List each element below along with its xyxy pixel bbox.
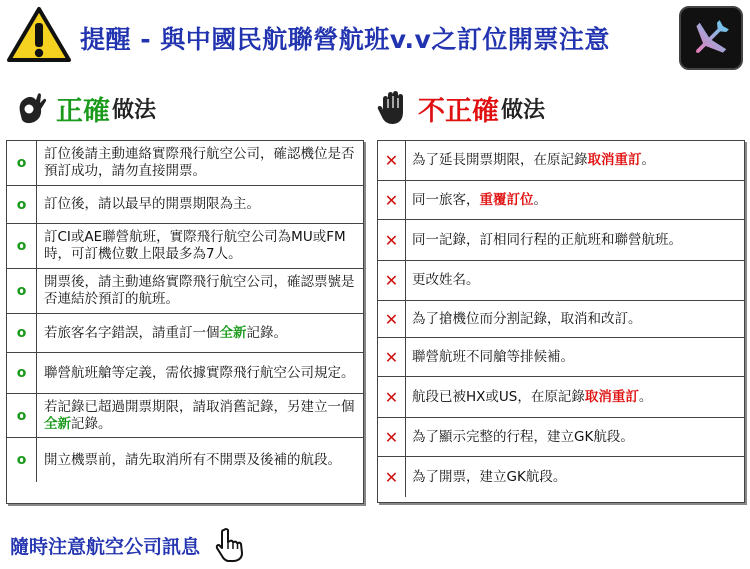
- airplane-icon: [679, 6, 743, 70]
- incorrect-mark-icon: ✕: [378, 301, 406, 337]
- correct-mark-icon: o: [7, 269, 37, 313]
- row-text: [37, 269, 363, 313]
- row-text: [406, 181, 744, 219]
- incorrect-heading-main: 不正確: [418, 95, 499, 127]
- table-row: [7, 186, 363, 224]
- row-text: [406, 338, 744, 376]
- row-text: [37, 394, 363, 437]
- ok-hand-icon: [14, 90, 48, 126]
- row-text-segment: 同一旅客，: [412, 191, 480, 208]
- incorrect-mark-icon: ✕: [378, 457, 406, 497]
- row-text-segment: 為了延長開票期限，在原記錄: [412, 152, 588, 168]
- incorrect-heading: [376, 88, 545, 128]
- row-text: [406, 418, 744, 456]
- row-text-segment: 訂位後請主動連絡實際飛行航空公司，確認機位是否預訂成功，請勿直接開票。: [44, 146, 355, 179]
- table-row: [378, 181, 744, 220]
- row-text-segment: 聯營航班艙等定義，需依據實際飛行航空公司規定。: [44, 364, 355, 381]
- correct-mark-icon: o: [7, 224, 37, 268]
- row-text: [37, 224, 363, 268]
- row-text-segment: 若記錄已超過開票期限，請取消舊記錄，另建立一個: [44, 398, 355, 415]
- incorrect-practices-table: [377, 140, 745, 503]
- table-row: [7, 224, 363, 269]
- row-text-segment: 若旅客名字錯誤，請重訂一個: [44, 324, 220, 341]
- incorrect-mark-icon: ✕: [378, 220, 406, 260]
- incorrect-mark-icon: ✕: [378, 418, 406, 456]
- correct-practices-table: [6, 140, 364, 504]
- correct-heading-main: 正確: [56, 95, 110, 127]
- row-text-segment: 更改姓名。: [412, 272, 480, 288]
- row-text: [406, 141, 744, 180]
- warning-icon: [6, 6, 72, 64]
- correct-mark-icon: o: [7, 438, 37, 482]
- table-row: [378, 457, 744, 497]
- correct-mark-icon: o: [7, 353, 37, 393]
- row-text-segment: 記錄。: [71, 415, 112, 432]
- row-text: [37, 141, 363, 185]
- pointer-hand-icon: [212, 527, 248, 563]
- highlight-text: 取消重訂: [587, 152, 642, 168]
- table-row: [378, 301, 744, 338]
- incorrect-mark-icon: ✕: [378, 338, 406, 376]
- table-row: [378, 261, 744, 301]
- highlight-text: 取消重訂: [584, 388, 639, 405]
- table-row: [378, 377, 744, 418]
- row-text-segment: 訂位後，請以最早的開票期限為主。: [44, 196, 260, 212]
- row-text-segment: 訂CI或AE聯營航班，實際飛行航空公司為MU或FM時，可訂機位數上限最多為7人。: [44, 229, 346, 262]
- row-text-segment: 聯營航班不同艙等排候補。: [412, 348, 574, 365]
- page-title: 提醒 - 與中國民航聯營航班v.v之訂位開票注意: [80, 25, 610, 54]
- correct-mark-icon: o: [7, 186, 37, 223]
- stop-hand-icon: [376, 90, 410, 126]
- row-text-segment: 記錄。: [246, 324, 287, 341]
- incorrect-mark-icon: ✕: [378, 181, 406, 219]
- row-text: [37, 186, 363, 223]
- row-text-segment: 為了搶機位而分割記錄，取消和改訂。: [412, 310, 642, 327]
- incorrect-heading-sub: 做法: [501, 97, 546, 123]
- table-row: [378, 220, 744, 261]
- correct-mark-icon: o: [7, 314, 37, 352]
- row-text: [406, 220, 744, 260]
- table-row: [7, 394, 363, 438]
- table-row: [7, 353, 363, 394]
- highlight-text: 全新: [219, 324, 247, 341]
- row-text: [406, 301, 744, 337]
- footer-note: 隨時注意航空公司訊息: [10, 535, 201, 558]
- table-row: [7, 141, 363, 186]
- footer: [10, 527, 248, 563]
- row-text-segment: 。: [641, 152, 655, 168]
- correct-heading: [14, 88, 156, 128]
- correct-mark-icon: o: [7, 394, 37, 437]
- incorrect-mark-icon: ✕: [378, 377, 406, 417]
- row-text: [406, 377, 744, 417]
- row-text: [37, 353, 363, 393]
- row-text-segment: 。: [533, 191, 547, 208]
- table-row: [378, 141, 744, 181]
- header: [0, 0, 750, 80]
- row-text-segment: 航段已被HX或US，在原記錄: [412, 388, 585, 405]
- incorrect-mark-icon: ✕: [378, 141, 406, 180]
- table-row: [378, 338, 744, 377]
- incorrect-mark-icon: ✕: [378, 261, 406, 300]
- table-row: [378, 418, 744, 457]
- row-text-segment: 為了開票，建立GK航段。: [412, 468, 567, 485]
- correct-heading-sub: 做法: [112, 97, 157, 123]
- row-text: [37, 314, 363, 352]
- row-text-segment: 。: [638, 388, 653, 405]
- highlight-text: 全新: [44, 415, 71, 432]
- row-text: [406, 261, 744, 300]
- row-text-segment: 開票後，請主動連絡實際飛行航空公司，確認票號是否連結於預訂的航班。: [44, 274, 355, 307]
- table-row: [7, 269, 363, 314]
- table-row: [7, 438, 363, 482]
- row-text-segment: 為了顯示完整的行程，建立GK航段。: [412, 428, 634, 445]
- correct-mark-icon: o: [7, 141, 37, 185]
- row-text-segment: 開立機票前，請先取消所有不開票及後補的航段。: [44, 451, 341, 468]
- row-text: [37, 438, 363, 482]
- highlight-text: 重覆訂位: [479, 191, 534, 208]
- row-text-segment: 同一記錄，訂相同行程的正航班和聯營航班。: [412, 231, 682, 248]
- row-text: [406, 457, 744, 497]
- table-row: [7, 314, 363, 353]
